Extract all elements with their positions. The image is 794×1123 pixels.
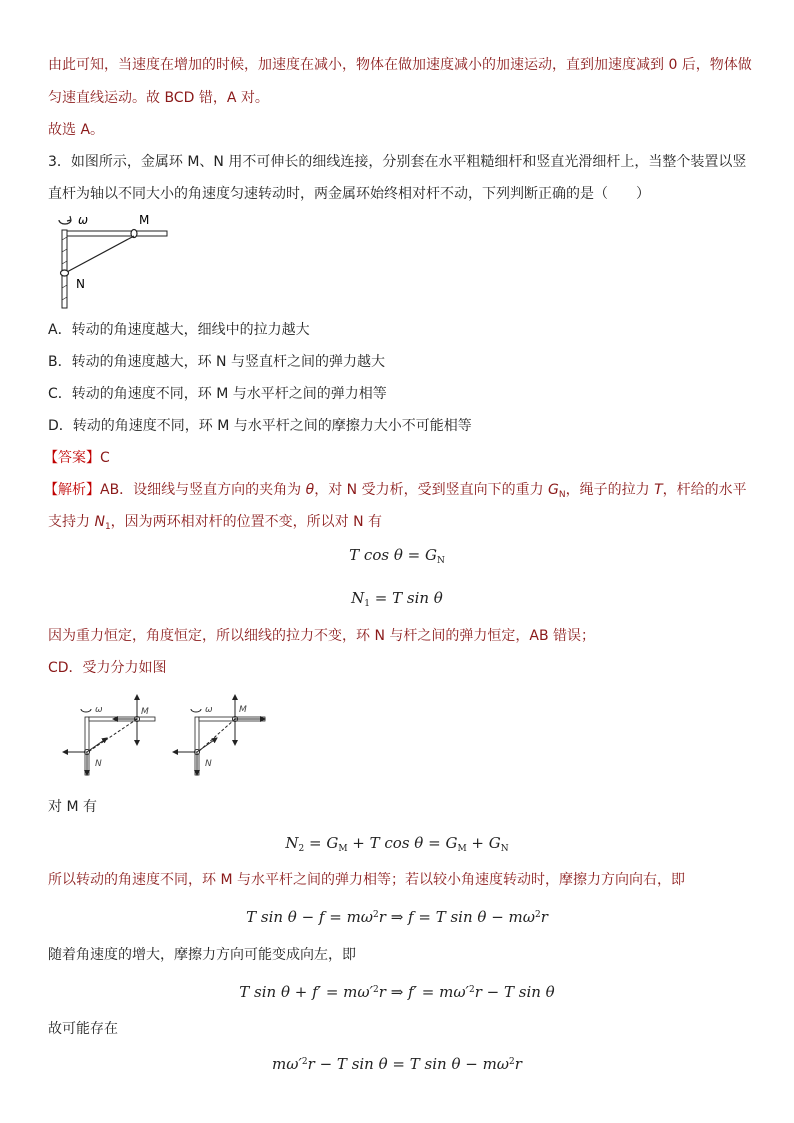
analysis-line-7: 随着角速度的增大，摩擦力方向可能变成向左，即 [48,947,356,963]
svg-text:ω: ω [95,705,103,715]
force-diagram-right [173,695,265,775]
analysis-tag: 【解析】 [44,482,100,498]
answer-value: C [100,450,110,466]
option-c: C．转动的角速度不同，环 M 与水平杆之间的弹力相等 [48,386,387,402]
analysis-line-2: 支持力 $N_1$，因为两环相对杆的位置不变，所以对 N 有 [48,514,383,532]
equation-5: T $\sin \theta + f' = m\omega'^2r$ ⇒ $f' = m\omega'^2r - T$ sin θ [239,983,555,1001]
equation-1: T $\cos \theta = G_N$ [349,546,445,566]
ring-n [61,270,69,276]
analysis-line-3: 因为重力恒定，角度恒定，所以细线的拉力不变，环 N 与杆之间的弹力恒定，AB 错误； [48,628,596,644]
analysis-line-1: 【解析】AB．设细线与竖直方向的夹角为 θ，对 N 受力析，受到竖直向下的重力 $G_N$，绳子的拉力 T，杆给的水平 [44,482,747,500]
option-d: D．转动的角速度不同，环 M 与水平杆之间的摩擦力大小不可能相等 [48,418,472,434]
equation-3: $N_2 = G_M + T$ $\cos \theta = G_M + G_N$ [285,834,509,854]
svg-text:M: M [239,705,247,715]
intro-line-1: 由此可知，当速度在增加的时候，加速度在减小，物体在做加速度减小的加速运动，直到加速度减到 0 后，物体做 [48,57,752,73]
analysis-line-6: 所以转动的角速度不同，环 M 与水平杆之间的弹力相等；若以较小角速度转动时，摩擦力方向向右，即 [48,872,685,888]
answer-tag: 【答案】 [44,450,100,466]
string [65,236,134,273]
analysis-line-4: CD．受力分力如图 [48,660,167,676]
equation-4: T $\sin \theta - f = m\omega^2r$ ⇒ f = T $\sin \theta - m\omega^2r$ [246,908,548,926]
rotation-arrow-icon [191,709,201,712]
equation-2: $N_1 = T$ sin θ [351,589,443,609]
horizontal-rod [67,231,167,236]
analysis-line-5: 对 M 有 [48,799,97,815]
rotation-arrow-icon [81,709,91,712]
option-b: B．转动的角速度越大，环 N 与竖直杆之间的弹力越大 [48,354,385,370]
label-n: N [76,277,85,291]
force-diagram [55,690,280,780]
intro-line-2: 匀速直线运动。故 BCD 错，A 对。 [48,90,269,106]
equation-6: $m\omega'^2r - T$ sin θ = T $\sin \theta - m\omega^2r$ [272,1055,522,1073]
answer-line [44,448,110,468]
question-line-1: 3．如图所示，金属环 M、N 用不可伸长的细线连接，分别套在水平粗糙细杆和竖直光滑细杆上，当整个装置以竖 [48,154,747,170]
intro-line-3: 故选 A。 [48,122,105,138]
label-m: M [139,213,150,227]
question-line-2: 直杆为轴以不同大小的角速度匀速转动时，两金属环始终相对杆不动，下列判断正确的是（ ） [48,186,650,202]
analysis-line-8: 故可能存在 [48,1021,118,1037]
vertical-rod [62,230,67,308]
omega-label: ω [78,213,89,227]
svg-text:ω: ω [205,705,213,715]
force-diagram-left [63,695,155,775]
question-figure [48,210,178,310]
option-a: A．转动的角速度越大，细线中的拉力越大 [48,322,310,338]
svg-text:M: M [141,707,149,717]
svg-text:N: N [205,759,212,769]
svg-text:N: N [95,759,102,769]
